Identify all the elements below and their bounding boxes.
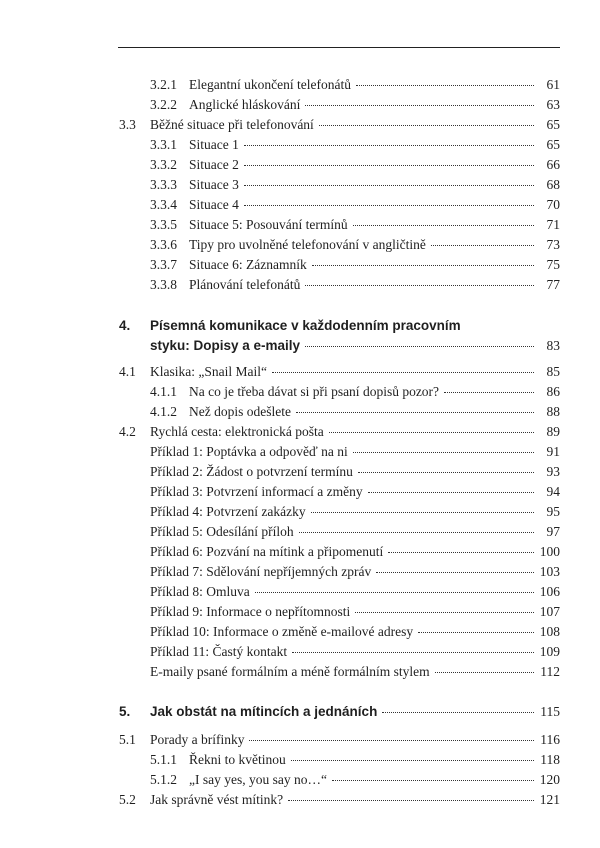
entry-page: 116: [540, 732, 560, 747]
toc-entry-chapter-5: [119, 702, 560, 722]
toc-entry-3-2-2: [150, 95, 560, 115]
toc-entry-5-1-1: [150, 750, 560, 770]
toc-entry-example-7: [150, 562, 560, 582]
entry-title: Příklad 8: Omluva: [150, 584, 250, 599]
leader-dots: [332, 780, 534, 781]
entry-number: 3.3.8: [150, 277, 177, 292]
toc-entry-3-3-5: [150, 215, 560, 235]
entry-page: 103: [539, 564, 560, 579]
entry-title: Rychlá cesta: elektronická pošta: [150, 424, 324, 439]
entry-title: Než dopis odešlete: [189, 404, 291, 419]
entry-page: 88: [546, 404, 560, 419]
entry-title: Příklad 2: Žádost o potvrzení termínu: [150, 464, 353, 479]
leader-dots: [319, 125, 534, 126]
toc-entry-example-3: [150, 482, 560, 502]
entry-title: Situace 1: [189, 137, 239, 152]
entry-title: Situace 2: [189, 157, 239, 172]
toc-entry-3-3-1: [150, 135, 560, 155]
entry-number: 3.2.2: [150, 97, 177, 112]
entry-page: 68: [546, 177, 560, 192]
leader-dots: [418, 632, 534, 633]
entry-number: 4.1.2: [150, 404, 177, 419]
leader-dots: [431, 245, 534, 246]
chapter-4-title-line1: Písemná komunikace v každodenním pracovním: [150, 318, 461, 333]
toc-entry-5-2: [119, 790, 560, 810]
entry-title: E-maily psané formálním a méně formálním stylem: [150, 664, 430, 679]
entry-page: 120: [539, 772, 560, 787]
leader-dots: [299, 532, 534, 533]
leader-dots: [353, 225, 534, 226]
toc-entry-example-10: [150, 622, 560, 642]
toc-entry-example-9: [150, 602, 560, 622]
entry-page: 115: [540, 704, 560, 719]
entry-page: 94: [546, 484, 560, 499]
entry-page: 93: [546, 464, 560, 479]
entry-number: 3.3: [119, 117, 136, 132]
entry-page: 73: [546, 237, 560, 252]
entry-title: Příklad 9: Informace o nepřítomnosti: [150, 604, 351, 619]
entry-title: Situace 5: Posouvání termínů: [189, 217, 348, 232]
leader-dots: [244, 165, 534, 166]
leader-dots: [291, 760, 534, 761]
entry-page: 85: [546, 364, 560, 379]
toc-entry-3-3-8: [150, 275, 560, 295]
toc-entry-5-1: [119, 730, 560, 750]
entry-page: 112: [540, 664, 560, 679]
entry-number: 3.3.6: [150, 237, 177, 252]
leader-dots: [244, 205, 534, 206]
toc-entry-chapter-4: [150, 336, 560, 356]
entry-title: Na co je třeba dávat si při psaní dopisů pozor?: [189, 384, 440, 399]
entry-title: Příklad 10: Informace o změně e-mailové adresy: [150, 624, 414, 639]
entry-title: Porady a brífinky: [150, 732, 245, 747]
entry-number: 5.1: [119, 732, 136, 747]
entry-title: Příklad 4: Potvrzení zakázky: [150, 504, 306, 519]
entry-page: 77: [546, 277, 560, 292]
entry-title: Situace 3: [189, 177, 239, 192]
entry-title: Klasika: „Snail Mail“: [150, 364, 267, 379]
entry-page: 107: [539, 604, 560, 619]
leader-dots: [356, 85, 534, 86]
entry-title: Příklad 7: Sdělování nepříjemných zpráv: [150, 564, 372, 579]
toc-entry-5-1-2: [150, 770, 560, 790]
leader-dots: [305, 285, 534, 286]
entry-number: 3.2.1: [150, 77, 177, 92]
entry-number: 3.3.4: [150, 197, 177, 212]
leader-dots: [353, 452, 534, 453]
leader-dots: [355, 612, 534, 613]
entry-number: 5.: [119, 704, 131, 719]
entry-number: 4.1.1: [150, 384, 177, 399]
entry-title: styku: Dopisy a e-maily: [150, 338, 301, 353]
entry-title: Příklad 11: Častý kontakt: [150, 644, 288, 659]
leader-dots: [376, 572, 534, 573]
leader-dots: [312, 265, 534, 266]
toc-entry-example-2: [150, 462, 560, 482]
toc-entry-3-3-4: [150, 195, 560, 215]
entry-title: Jak obstát na mítincích a jednáních: [150, 704, 378, 719]
entry-title: Situace 4: [189, 197, 239, 212]
entry-page: 65: [546, 137, 560, 152]
entry-title: Příklad 6: Pozvání na mítink a připomenutí: [150, 544, 384, 559]
toc-entry-example-11: [150, 642, 560, 662]
leader-dots: [435, 672, 534, 673]
entry-number: 3.3.7: [150, 257, 177, 272]
entry-page: 108: [539, 624, 560, 639]
entry-number: 3.3.2: [150, 157, 177, 172]
entry-title: Řekni to květinou: [189, 752, 286, 767]
entry-title: Běžné situace při telefonování: [150, 117, 314, 132]
entry-page: 70: [546, 197, 560, 212]
toc-entry-3-3-3: [150, 175, 560, 195]
leader-dots: [388, 552, 534, 553]
entry-title: Příklad 1: Poptávka a odpověď na ni: [150, 444, 348, 459]
entry-page: 65: [546, 117, 560, 132]
leader-dots: [244, 185, 534, 186]
leader-dots: [358, 472, 534, 473]
entry-title: Anglické hláskování: [189, 97, 301, 112]
leader-dots: [329, 432, 534, 433]
toc-entry-3-3-6: [150, 235, 560, 255]
leader-dots: [244, 145, 534, 146]
entry-number: 5.1.1: [150, 752, 177, 767]
entry-title: „I say yes, you say no…“: [189, 772, 327, 787]
chapter-4-number: 4.: [119, 318, 131, 333]
leader-dots: [305, 346, 534, 347]
toc-entry-email-styles: [150, 662, 560, 682]
entry-page: 83: [546, 338, 560, 353]
toc-entry-4-1-1: [150, 382, 560, 402]
entry-page: 61: [546, 77, 560, 92]
toc-entry-4-1: [119, 362, 560, 382]
entry-page: 121: [539, 792, 560, 807]
entry-title: Příklad 3: Potvrzení informací a změny: [150, 484, 363, 499]
leader-dots: [255, 592, 534, 593]
entry-page: 71: [546, 217, 560, 232]
entry-page: 91: [546, 444, 560, 459]
entry-page: 75: [546, 257, 560, 272]
toc-entry-example-8: [150, 582, 560, 602]
entry-number: 3.3.5: [150, 217, 177, 232]
entry-page: 109: [539, 644, 560, 659]
entry-page: 95: [546, 504, 560, 519]
entry-title: Situace 6: Záznamník: [189, 257, 307, 272]
entry-page: 118: [540, 752, 560, 767]
leader-dots: [311, 512, 534, 513]
entry-page: 97: [546, 524, 560, 539]
entry-title: Jak správně vést mítink?: [150, 792, 284, 807]
leader-dots: [272, 372, 534, 373]
entry-title: Plánování telefonátů: [189, 277, 301, 292]
toc-entry-3-2-1: [150, 75, 560, 95]
entry-title: Tipy pro uvolněné telefonování v angličtině: [189, 237, 426, 252]
toc-entry-example-1: [150, 442, 560, 462]
entry-number: 5.2: [119, 792, 136, 807]
leader-dots: [305, 105, 534, 106]
toc-entry-example-4: [150, 502, 560, 522]
entry-page: 86: [546, 384, 560, 399]
leader-dots: [382, 712, 534, 713]
entry-number: 3.3.3: [150, 177, 177, 192]
toc-entry-3-3-2: [150, 155, 560, 175]
entry-page: 89: [546, 424, 560, 439]
toc-entry-4-1-2: [150, 402, 560, 422]
entry-number: 5.1.2: [150, 772, 177, 787]
entry-page: 63: [546, 97, 560, 112]
entry-page: 66: [546, 157, 560, 172]
leader-dots: [368, 492, 534, 493]
toc-entry-3-3: [119, 115, 560, 135]
entry-title: Příklad 5: Odesílání příloh: [150, 524, 294, 539]
toc-entry-example-6: [150, 542, 560, 562]
leader-dots: [296, 412, 534, 413]
entry-title: Elegantní ukončení telefonátů: [189, 77, 351, 92]
toc-entry-example-5: [150, 522, 560, 542]
toc-entry-3-3-7: [150, 255, 560, 275]
leader-dots: [249, 740, 534, 741]
entry-number: 4.1: [119, 364, 136, 379]
toc-entry-4-2: [119, 422, 560, 442]
entry-number: 4.2: [119, 424, 136, 439]
leader-dots: [288, 800, 534, 801]
leader-dots: [292, 652, 534, 653]
entry-page: 100: [539, 544, 560, 559]
entry-number: 3.3.1: [150, 137, 177, 152]
entry-page: 106: [539, 584, 560, 599]
leader-dots: [444, 392, 534, 393]
